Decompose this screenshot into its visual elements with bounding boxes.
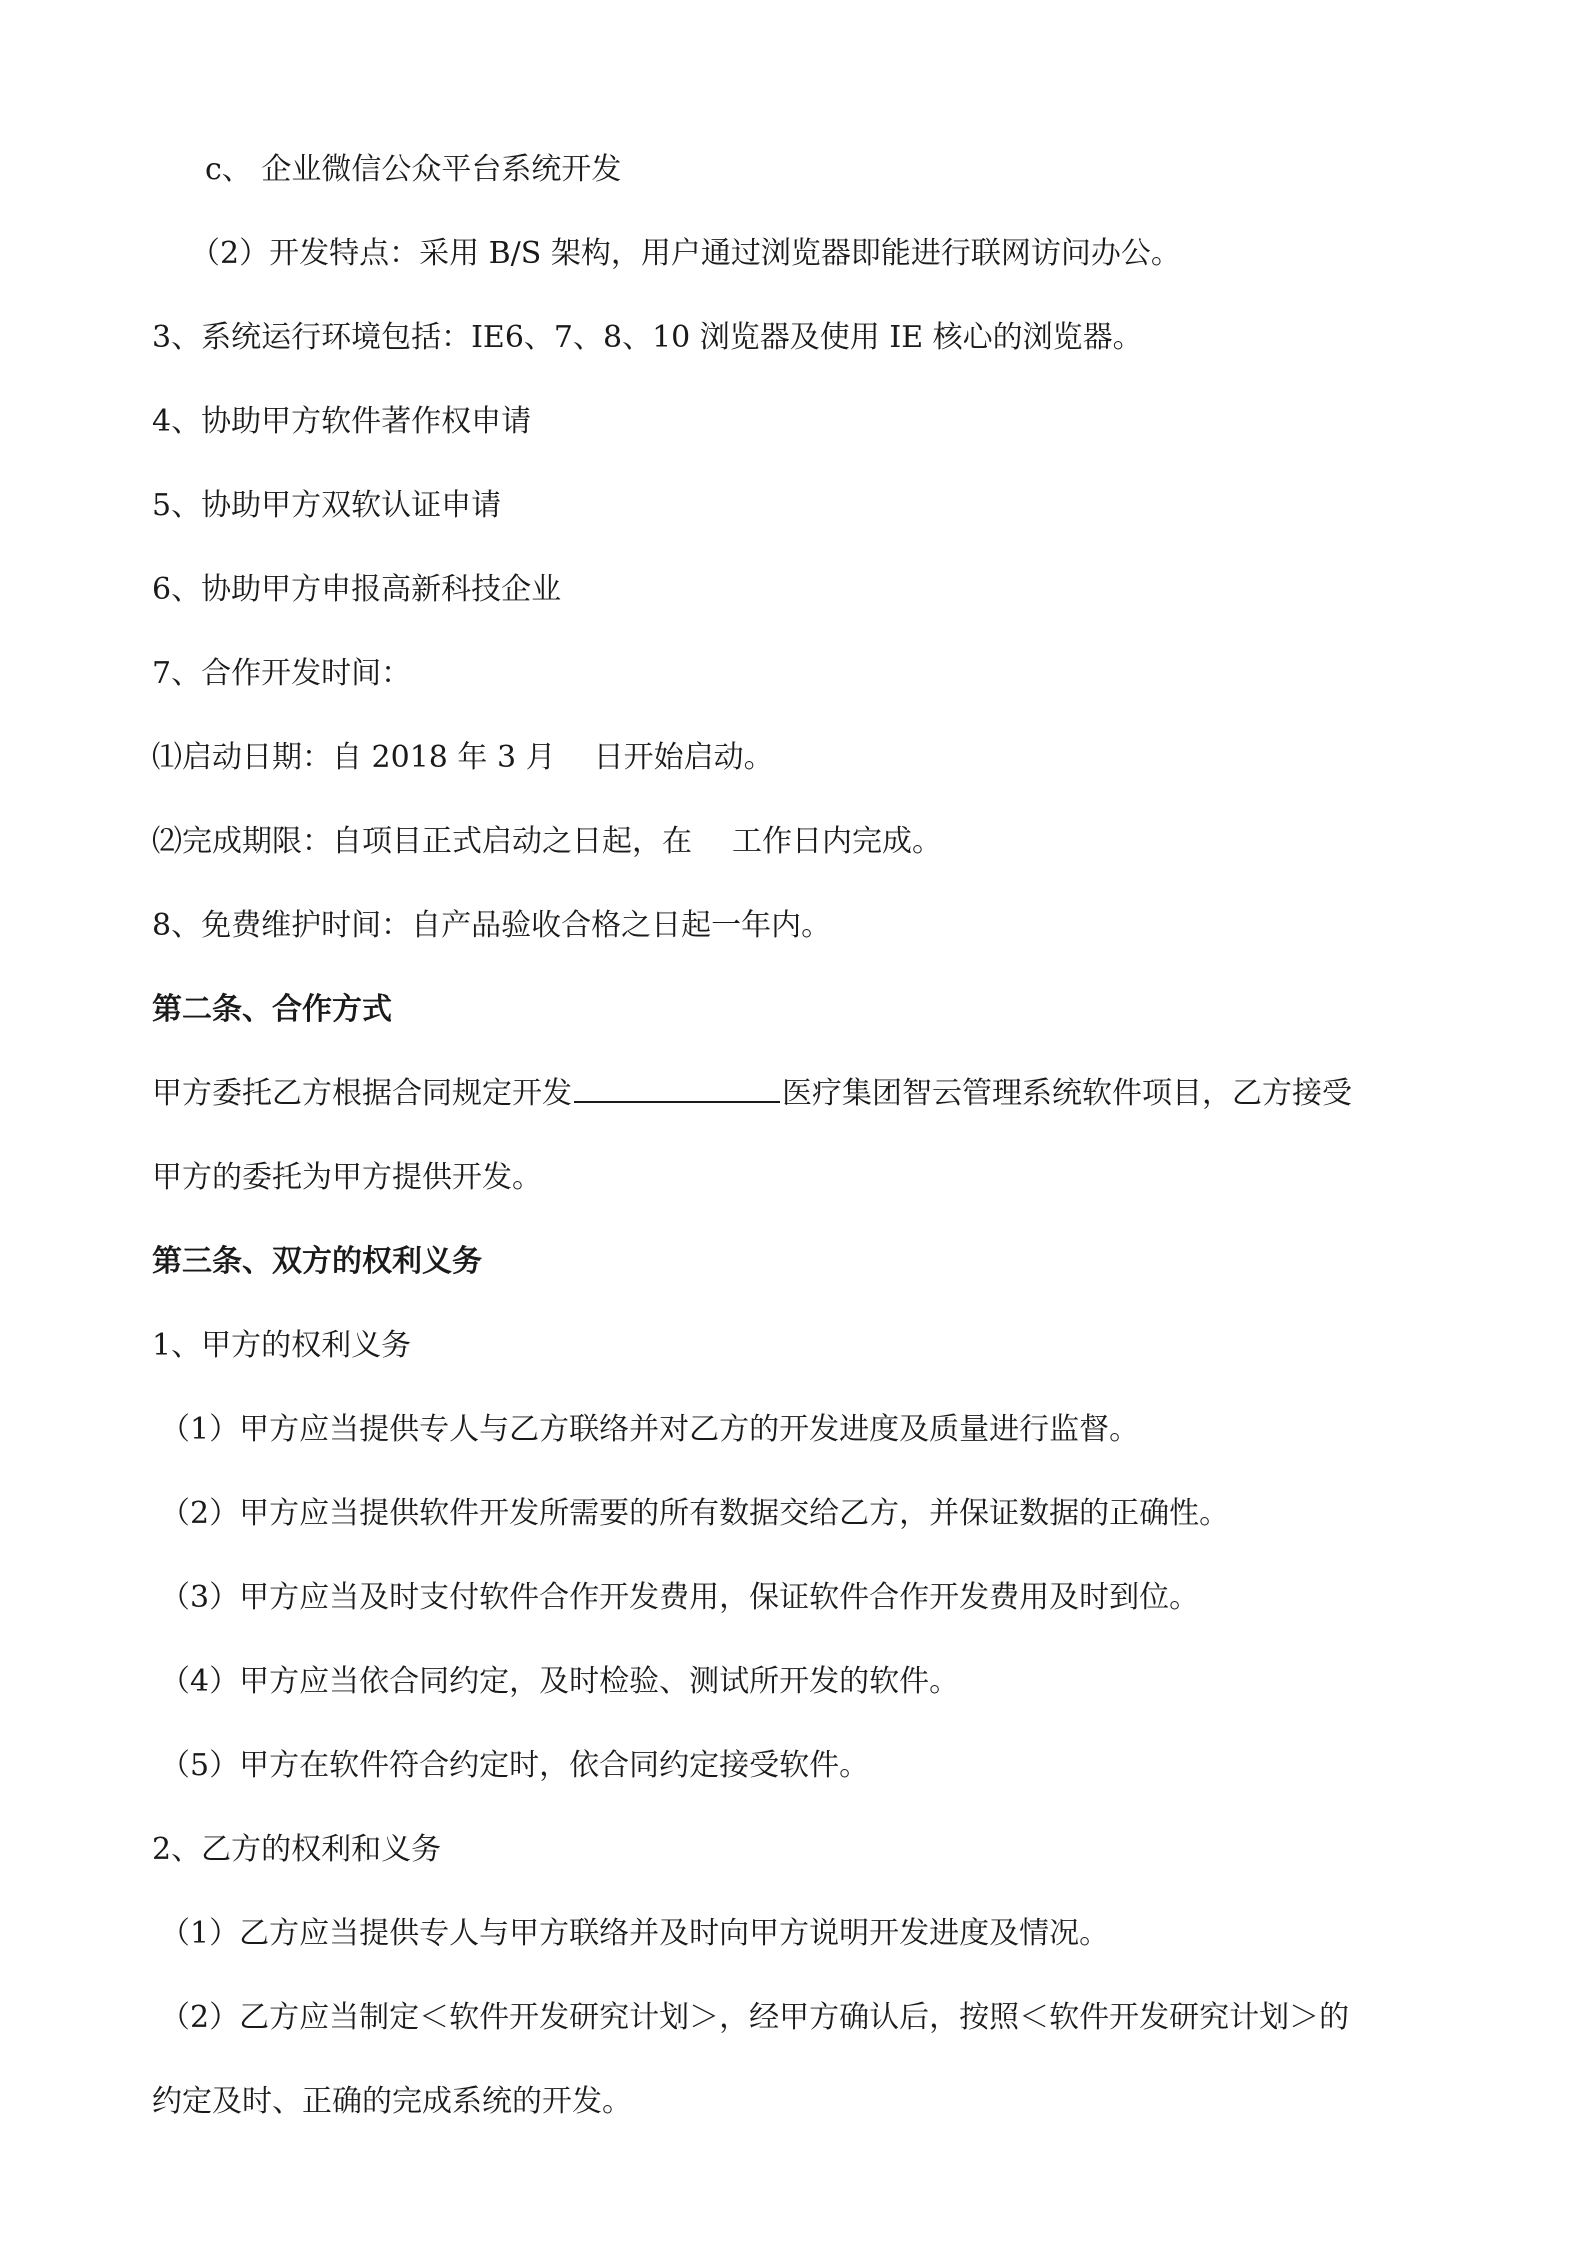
list-item-text: 8、免费维护时间：自产品验收合格之日起一年内。 [152, 908, 832, 943]
list-item-text: 4、协助甲方软件著作权申请 [152, 404, 532, 439]
list-item-text: c、 企业微信公众平台系统开发 [205, 152, 622, 187]
completion-suffix: 工作日内完成。 [732, 824, 942, 859]
subsection-text: 1、甲方的权利义务 [152, 1328, 412, 1363]
paragraph-dev-features [190, 234, 1181, 274]
fill-in-blank [574, 1075, 780, 1103]
list-item-text: （1）甲方应当提供专人与乙方联络并对乙方的开发进度及质量进行监督。 [160, 1412, 1140, 1447]
list-item-4 [152, 402, 531, 442]
party-a-item-3 [160, 1578, 1199, 1618]
subsection-party-a [152, 1326, 411, 1366]
list-item-6 [152, 570, 561, 610]
start-date-text: ⑴启动日期：自 2018 年 3 月 [152, 740, 556, 775]
subsection-text: 2、乙方的权利和义务 [152, 1832, 442, 1867]
party-a-item-2 [160, 1494, 1229, 1534]
party-b-item-2 [160, 1998, 1349, 2038]
start-date-line [152, 738, 774, 778]
list-item-text: 3、系统运行环境包括：IE6、7、8、10 浏览器及使用 IE 核心的浏览器。 [152, 320, 1143, 355]
paragraph-text: 甲方的委托为甲方提供开发。 [152, 1160, 542, 1195]
section-heading-2 [152, 990, 392, 1030]
start-date-suffix: 日开始启动。 [593, 740, 774, 775]
cooperation-paragraph-cont [152, 1158, 542, 1198]
list-item-text: （4）甲方应当依合同约定，及时检验、测试所开发的软件。 [160, 1664, 960, 1699]
heading-text: 第三条、双方的权利义务 [152, 1244, 482, 1279]
completion-text: ⑵完成期限：自项目正式启动之日起，在 [152, 824, 692, 859]
list-item-text: （2）甲方应当提供软件开发所需要的所有数据交给乙方，并保证数据的正确性。 [160, 1496, 1230, 1531]
party-a-item-4 [160, 1662, 959, 1702]
list-item-5 [152, 486, 501, 526]
party-b-item-1 [160, 1914, 1109, 1954]
cooperation-paragraph [152, 1074, 1352, 1114]
paragraph-text-cont: 医疗集团智云管理系统软件项目，乙方接受 [782, 1076, 1352, 1111]
list-item-text: 7、合作开发时间： [152, 656, 412, 691]
list-item-text: 约定及时、正确的完成系统的开发。 [152, 2084, 632, 2119]
heading-text: 第二条、合作方式 [152, 992, 392, 1027]
list-item-8 [152, 906, 831, 946]
subsection-party-b [152, 1830, 441, 1870]
party-a-item-1 [160, 1410, 1139, 1450]
section-heading-3 [152, 1242, 482, 1282]
list-item-text: 6、协助甲方申报高新科技企业 [152, 572, 562, 607]
list-item-text: （1）乙方应当提供专人与甲方联络并及时向甲方说明开发进度及情况。 [160, 1916, 1110, 1951]
list-item-text: （5）甲方在软件符合约定时，依合同约定接受软件。 [160, 1748, 870, 1783]
paragraph-text: 甲方委托乙方根据合同规定开发 [152, 1076, 572, 1111]
party-a-item-5 [160, 1746, 869, 1786]
list-item-7 [152, 654, 411, 694]
list-item-c [205, 150, 621, 190]
list-item-3 [152, 318, 1143, 358]
list-item-text: （2）乙方应当制定＜软件开发研究计划＞，经甲方确认后，按照＜软件开发研究计划＞的 [160, 2000, 1350, 2035]
list-item-text: （3）甲方应当及时支付软件合作开发费用，保证软件合作开发费用及时到位。 [160, 1580, 1200, 1615]
list-item-text: 5、协助甲方双软认证申请 [152, 488, 502, 523]
party-b-item-2-cont [152, 2082, 632, 2122]
paragraph-text: （2）开发特点：采用 B/S 架构，用户通过浏览器即能进行联网访问办公。 [190, 236, 1181, 271]
completion-line [152, 822, 942, 862]
